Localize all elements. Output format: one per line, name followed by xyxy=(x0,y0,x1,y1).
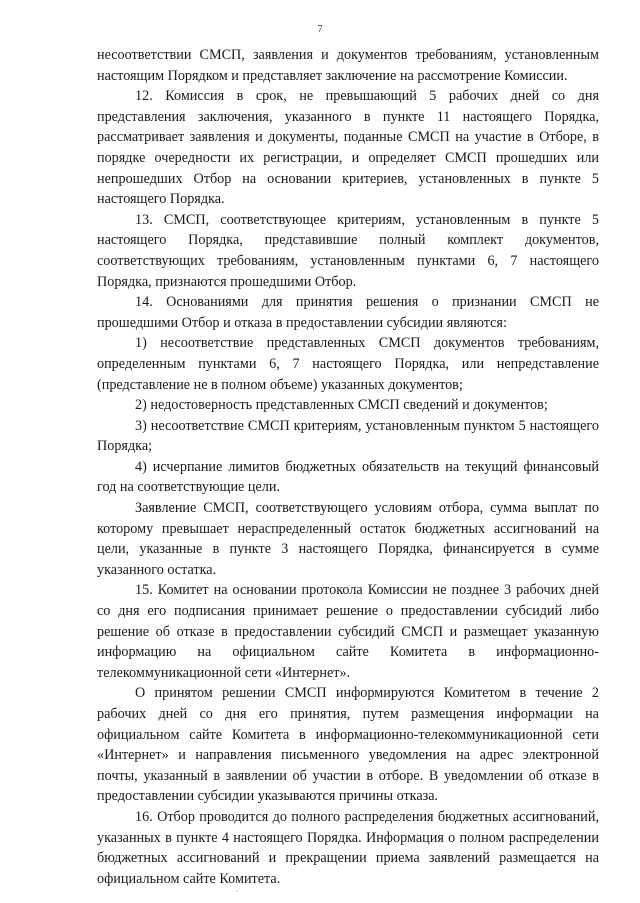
scan-artifact xyxy=(236,890,238,892)
paragraph-item-12: 12. Комиссия в срок, не превышающий 5 рабочих дней со дня представления заключения, указанного в пункте 11 настоящего Порядка, рассматривает заявления и документы, поданные СМСП на участие в Отборе, в порядке очередности их регистрации, и определяет СМСП прошедших или непрошедших Отбор на основании критериев, установленных в пункте 5 настоящего Порядка. xyxy=(97,88,599,208)
list-item-3: 3) несоответствие СМСП критериям, установленным пунктом 5 настоящего Порядка; xyxy=(97,417,599,455)
paragraph-item-13: 13. СМСП, соответствующее критериям, установленным в пункте 5 настоящего Порядка, представившие полный комплект документов, соответствующих требованиям, установленным пунктами 6, 7 настоящего Порядка, признаются прошедшими Отбор. xyxy=(97,211,599,290)
document-body xyxy=(97,45,599,889)
paragraph-item-14: 14. Основаниями для принятия решения о признании СМСП не прошедшими Отбор и отказа в предоставлении субсидии являются: xyxy=(97,294,599,331)
paragraph-continuation: несоответствии СМСП, заявления и документов требованиям, установленным настоящим Порядком и представляет заключение на рассмотрение Комиссии. xyxy=(97,47,599,84)
list-item-4: 4) исчерпание лимитов бюджетных обязательств на текущий финансовый год на соответствующие цели. xyxy=(97,458,599,496)
paragraph-remaining-balance: Заявление СМСП, соответствующего условиям отбора, сумма выплат по которому превышает нераспределенный остаток бюджетных ассигнований на цели, указанные в пункте 3 настоящего Порядка, финансируется в сумме указанного остатка. xyxy=(97,500,599,578)
list-item-2: 2) недостоверность представленных СМСП сведений и документов; xyxy=(135,397,548,414)
paragraph-item-16: 16. Отбор проводится до полного распределения бюджетных ассигнований, указанных в пункте 4 настоящего Порядка. Информация о полном распределении бюджетных ассигнований и прекращении приема заявлений размещается на официальном сайте Комитета. xyxy=(97,808,599,887)
list-item-1: 1) несоответствие представленных СМСП документов требованиям, определенным пунктами 6, 7 настоящего Порядка, или непредставление (представление не в полном объеме) указанных документов; xyxy=(97,335,599,393)
paragraph-notification: О принятом решении СМСП информируются Комитетом в течение 2 рабочих дней со дня его принятия, путем размещения информации на официальном сайте Комитета в информационно-телекоммуникационной сети «Интернет» и направления письменного уведомления на адрес электронной почты, указанный в заявлении об участии в отборе. В уведомлении об отказе в предоставлении субсидии указываются причины отказа. xyxy=(97,685,599,805)
page-number: 7 xyxy=(317,24,323,35)
paragraph-item-15: 15. Комитет на основании протокола Комиссии не позднее 3 рабочих дней со дня его подписания принимает решение о предоставлении субсидий либо решение об отказе в предоставлении субсидий СМСП и размещает указанную информацию на официальном сайте Комитета в информационно-телекоммуникационной сети «Интернет». xyxy=(97,582,599,681)
